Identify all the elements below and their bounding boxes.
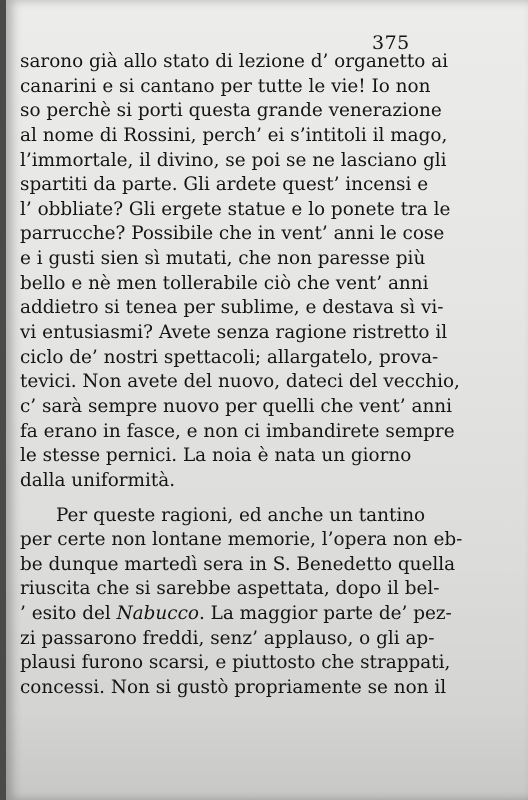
text-line: dalla uniformità. (20, 469, 176, 491)
book-page (6, 0, 528, 800)
text-line: tevici. Non avete del nuovo, dateci del vecchio, (20, 371, 460, 393)
italic-title: Nabucco (116, 603, 199, 625)
text-line: per certe non lontane memorie, l’opera non eb- (20, 529, 463, 551)
text-line: c’ sarà sempre nuovo per quelli che vent’ anni (20, 395, 453, 417)
text-line: addietro si tenea per sublime, e destava sì vi- (20, 297, 444, 319)
text-line: al nome di Rossini, perch’ ei s’intitoli il mago, (20, 124, 448, 146)
text-line: be dunque martedì sera in S. Benedetto quella (20, 553, 456, 575)
text-line: spartiti da parte. Gli ardete quest’ incensi e (20, 174, 429, 196)
text-line: zi passarono freddi, senz’ applauso, o gli ap- (20, 627, 435, 649)
text-line: le stesse pernici. La noia è nata un giorno (20, 445, 412, 467)
text-line: sarono già allo stato di lezione d’ organetto ai (20, 51, 449, 72)
text-line: ’ esito del Nabucco. La maggior parte de’ pez- (20, 603, 452, 625)
paragraph-gap (20, 494, 410, 504)
paragraph-2 (20, 504, 463, 701)
text-line: vi entusiasmi? Avete senza ragione ristretto il (20, 322, 448, 344)
page-shadow (6, 710, 528, 800)
text-line: l’immortale, il divino, se poi se ne lasciano gli (20, 149, 447, 171)
text-line: plausi furono scarsi, e piuttosto che strappati, (20, 652, 451, 674)
text-line: e i gusti sien sì mutati, che non paresse più (20, 248, 426, 270)
text-line: canarini e si cantano per tutte le vie! Io non (20, 75, 431, 97)
text-line: riuscita che si sarebbe aspettata, dopo il bel- (20, 578, 440, 600)
text-line: bello e nè men tollerabile ciò che vent’ anni (20, 272, 429, 294)
text-line: ciclo de’ nostri spettacoli; allargatelo, prova- (20, 346, 439, 368)
text-line: l’ obbliate? Gli ergete statue e lo ponete tra le (20, 198, 451, 220)
body-text (20, 50, 463, 701)
text-line: parrucche? Possibile che in vent’ anni le cose (20, 223, 445, 245)
text-line: concessi. Non si gustò propriamente se non il (20, 677, 447, 699)
text-line: fa erano in fasce, e non ci imbandirete sempre (20, 420, 455, 442)
text-line: so perchè si porti questa grande venerazione (20, 100, 442, 122)
text-line: Per queste ragioni, ed anche un tantino (56, 504, 426, 526)
paragraph-1 (20, 50, 460, 494)
page-number: 375 (372, 32, 410, 54)
